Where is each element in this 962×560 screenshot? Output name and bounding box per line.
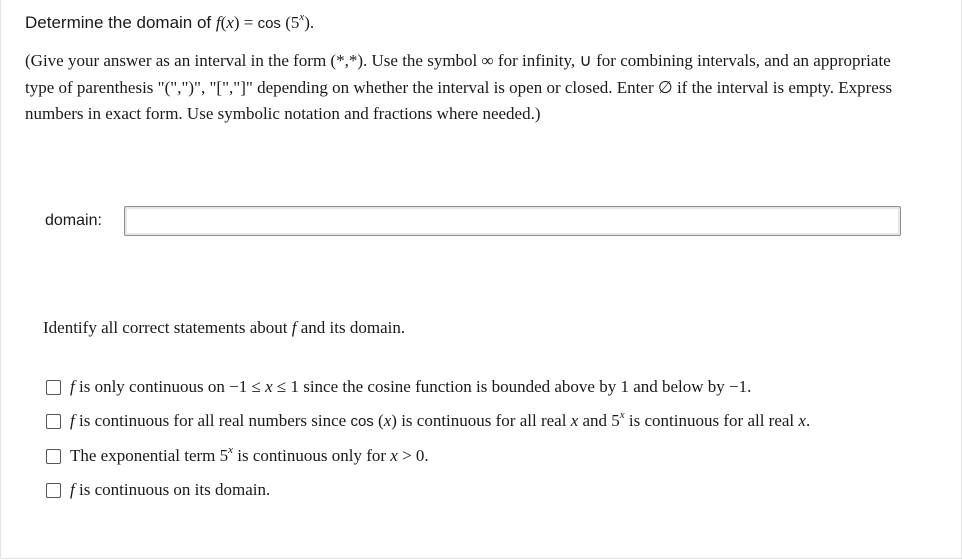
opt3-x: x — [390, 446, 398, 465]
empty-set-symbol: ∅ — [657, 78, 673, 97]
domain-input[interactable] — [124, 206, 901, 236]
cos-function: cos — [257, 15, 281, 32]
opt1-b: ≤ 1 since the cosine function is bounded above by 1 and below by −1. — [272, 377, 752, 396]
question-f: f — [291, 318, 297, 337]
opt2-cos: cos — [350, 413, 374, 430]
opt2-x3: x — [798, 411, 806, 430]
function-expression: f(x) = cos (5$^x$ — [215, 11, 305, 32]
option-1[interactable] — [46, 377, 751, 397]
option-4[interactable] — [46, 480, 270, 500]
prompt-prefix: Determine the domain of — [25, 13, 216, 32]
opt1-f: f — [70, 377, 75, 396]
instr-2a: type of parenthesis "(",")", "[","]" depending on whether the interval is open or closed. Enter — [25, 78, 658, 97]
opt2-f: f — [70, 411, 75, 430]
opt2-d: is continuous for all real — [624, 411, 799, 430]
opt1-x: x — [265, 377, 273, 396]
option-3[interactable] — [46, 446, 429, 466]
prompt-suffix: ). — [304, 13, 315, 32]
exp-base: 5 — [290, 13, 300, 32]
variable-x: x — [226, 13, 234, 32]
opt3-b: is continuous only for — [233, 446, 391, 465]
option-2[interactable] — [46, 411, 810, 431]
opt2-x1: x — [383, 411, 392, 430]
function-name: f — [215, 13, 221, 32]
instr-2b: if the interval is empty. Express — [672, 78, 893, 97]
option-4-checkbox[interactable] — [46, 483, 61, 498]
opt2-exp: x — [619, 409, 625, 422]
instructions-line-3: numbers in exact form. Use symbolic notation and fractions where needed.) — [25, 104, 541, 123]
opt2-x2: x — [570, 411, 579, 430]
union-symbol: ∪ — [579, 51, 592, 70]
option-1-label — [70, 377, 751, 397]
opt2-a: is continuous for all real numbers since — [74, 411, 351, 430]
opt2-e: . — [805, 411, 811, 430]
instructions-line-2 — [25, 78, 892, 98]
opt3-c: > 0. — [397, 446, 429, 465]
opt2-b: is continuous for all real — [396, 411, 571, 430]
instr-1b: for infinity, — [493, 51, 580, 70]
opt3-exp: x — [228, 444, 234, 457]
question-prompt — [25, 13, 314, 34]
opt4-a: is continuous on its domain. — [74, 480, 271, 499]
domain-label: domain: — [45, 212, 102, 229]
option-2-checkbox[interactable] — [46, 414, 61, 429]
exp-power: x — [299, 11, 305, 24]
opt4-f: f — [70, 480, 75, 499]
instr-1a: (Give your answer as an interval in the form (*,*). Use the symbol — [25, 51, 482, 70]
option-4-label — [70, 480, 270, 500]
option-3-checkbox[interactable] — [46, 449, 61, 464]
instr-1c: for combining intervals, and an appropriate — [591, 51, 891, 70]
question-text-a: Identify all correct statements about — [43, 318, 292, 337]
opt3-a: The exponential term 5 — [70, 446, 229, 465]
instructions-line-1 — [25, 51, 891, 71]
option-1-checkbox[interactable] — [46, 380, 61, 395]
question-text-b: and its domain. — [296, 318, 406, 337]
infinity-symbol: ∞ — [481, 51, 494, 70]
option-2-label: f is continuous for all real numbers since cos (x) is continuous for all real x and 5$^x$ is continuous for all real x. — [70, 409, 811, 430]
opt2-c: and 5 — [578, 411, 620, 430]
statements-question — [43, 318, 405, 338]
opt1-a: is only continuous on −1 ≤ — [74, 377, 266, 396]
option-3-label — [70, 446, 429, 466]
